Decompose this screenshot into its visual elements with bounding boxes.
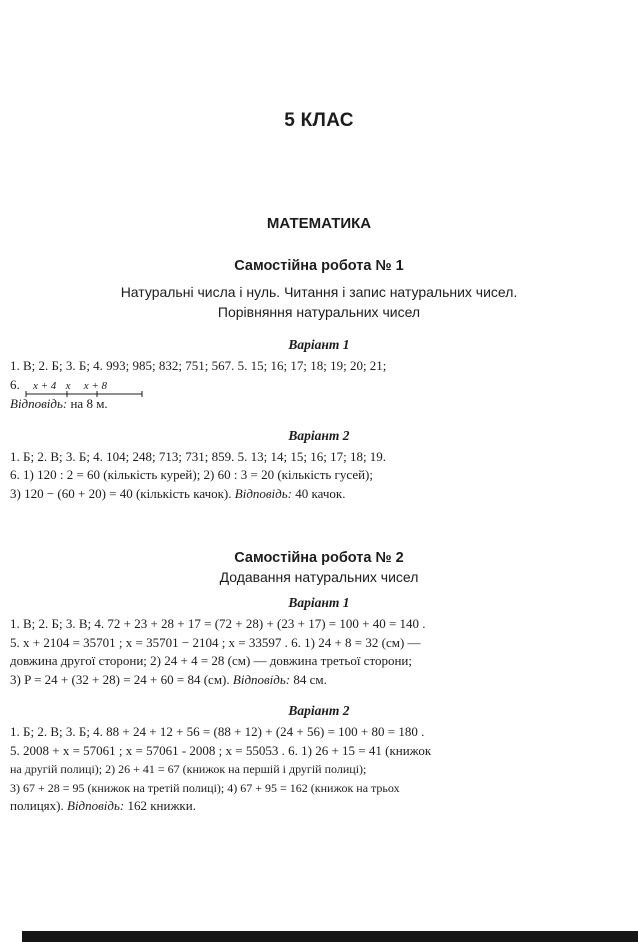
answer-text: 3) 120 − (60 + 20) = 40 (кількість качок). xyxy=(10,485,235,501)
work-2-variant-1-answers xyxy=(0,615,638,689)
answer-text: 84 см. xyxy=(290,671,327,687)
answer-label: Відповідь: xyxy=(67,798,125,813)
work-2-section xyxy=(0,550,638,816)
answer-line: 5. x + 2104 = 35701 ; x = 35701 − 2104 ; x = 33597 . 6. 1) 24 + 8 = 32 (см) — xyxy=(10,634,421,650)
work-1-title: Самостійна робота № 1 xyxy=(234,258,404,274)
segment-label: x + 4 xyxy=(33,379,57,392)
answer-line: 3) 67 + 28 = 95 (книжок на третій полиці); 4) 67 + 95 = 162 (книжок на трьох xyxy=(10,780,400,795)
task-number: 6. xyxy=(10,376,20,392)
answer-line: 1. В; 2. Б; 3. Б; 4. 993; 985; 832; 751; 567. 5. 15; 16; 17; 18; 19; 20; 21; xyxy=(10,358,387,373)
answer-text: полицях). xyxy=(10,798,67,813)
work-1-variant-2-answers xyxy=(0,448,638,504)
answer-line: 6. 1) 120 : 2 = 60 (кількість курей); 2) 60 : 3 = 20 (кількість гусей); xyxy=(10,467,373,482)
answer-label: Відповідь: xyxy=(232,671,291,687)
grade-title: 5 КЛАС xyxy=(284,110,354,131)
segment-label: x xyxy=(65,379,71,392)
answer-text: 162 книжки. xyxy=(124,798,196,813)
answer-line: довжина другої сторони; 2) 24 + 4 = 28 (см) — довжина третьої сторони; xyxy=(10,653,412,668)
work-1-variant-1-answers xyxy=(0,357,638,414)
answer-text: на 8 м. xyxy=(67,396,108,411)
work-2-variant-1-label: Варіант 1 xyxy=(288,595,350,610)
answer-text: 3) P = 24 + (32 + 28) = 24 + 60 = 84 (см). xyxy=(10,671,233,687)
work-1-variant-2-label: Варіант 2 xyxy=(288,427,350,443)
answer-line: на другій полиці); 2) 26 + 41 = 67 (книжок на першій і другій полиці); xyxy=(10,762,367,776)
work-1-section xyxy=(0,258,638,503)
answer-label: Відповідь: xyxy=(234,485,292,501)
answer-line: 1. В; 2. Б; 3. В; 4. 72 + 23 + 28 + 17 = (72 + 28) + (23 + 17) = 100 + 40 = 140 . xyxy=(10,616,426,631)
answer-line xyxy=(10,797,628,816)
work-2-title: Самостійна робота № 2 xyxy=(234,550,404,566)
page-bottom-edge xyxy=(22,931,638,942)
answer-line xyxy=(10,671,628,690)
answer-line-segment-diagram xyxy=(10,376,628,396)
segment-label: x + 8 xyxy=(83,379,108,392)
answer-line: 1. Б; 2. В; 3. Б; 4. 104; 248; 713; 731; 859. 5. 13; 14; 15; 16; 17; 18; 19. xyxy=(10,448,387,464)
answer-line xyxy=(10,485,628,504)
work-1-variant-1-label: Варіант 1 xyxy=(288,337,350,352)
work-2-topic: Додавання натуральних чисел xyxy=(219,569,419,585)
work-1-topic-line-2: Порівняння натуральних чисел xyxy=(217,304,421,320)
work-2-variant-2-answers xyxy=(0,723,638,816)
work-2-variant-2-label: Варіант 2 xyxy=(288,703,350,718)
subject-title: МАТЕМАТИКА xyxy=(266,215,372,232)
answer-text: 40 качок. xyxy=(291,485,346,501)
work-1-topic-line-1: Натуральні числа і нуль. Читання і запис натуральних чисел. xyxy=(120,284,518,300)
segment-diagram xyxy=(25,376,143,396)
answer-line: 1. Б; 2. В; 3. Б; 4. 88 + 24 + 12 + 56 = (88 + 12) + (24 + 56) = 100 + 80 = 180 . xyxy=(10,724,425,739)
answer-label: Відповідь: xyxy=(10,396,68,411)
answer-line: 5. 2008 + x = 57061 ; x = 57061 - 2008 ; x = 55053 . 6. 1) 26 + 15 = 41 (книжок xyxy=(10,742,432,758)
